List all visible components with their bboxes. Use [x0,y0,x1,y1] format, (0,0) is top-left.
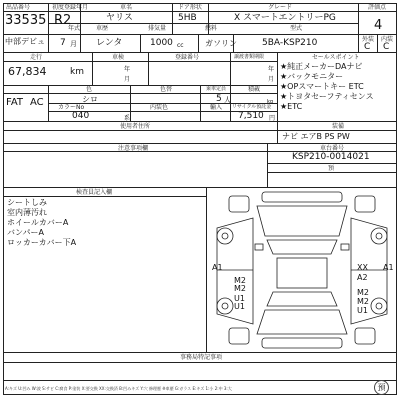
fuel-type: ガソリン [205,39,237,48]
color-code-label: カラーNo [58,104,85,111]
reserve-stamp: 預 [374,380,389,395]
damage-mark-u1: U1 [357,306,368,315]
inspection-item: ロッカーカバー下A [7,238,77,247]
notes-label: 注意事項欄 [118,145,149,152]
equipment-value: ナビ エアB PS PW [282,132,350,141]
mileage-value: 67,834 [8,65,47,78]
inspection-item: 室内薄汚れ [7,208,47,217]
sales-point-item: ★バックモニター [280,72,344,81]
damage-mark-xx: XX [357,263,368,272]
model-code-label: 型式 [290,25,303,32]
door-type: 5HB [178,13,197,23]
remarks-label: 事務局特記事項 [180,354,223,361]
capacity-label: 乗車定員 [206,86,227,92]
sales-point-item: ★ETC [280,102,303,111]
damage-mark-u1: U1 [234,302,245,311]
car-name-label: 車名 [120,4,133,11]
body-color: シロ [82,95,98,104]
recycle-fee: 7,510 [238,111,264,121]
ext-score-label: 外装 [362,36,375,43]
chassis-number: KSP210-0014021 [292,152,370,162]
equipment-label: 装備 [332,123,345,130]
first-reg-label: 初度登録年月 [52,4,89,11]
era-year: R2 [54,13,72,28]
air-conditioning: AC [30,97,44,108]
grade-label: グレード [268,4,293,11]
load-unit: kg [267,99,274,105]
color-change-label: 色替 [160,86,173,93]
lot-no-label: 出品番号 [6,4,31,11]
load-label: 積載 [248,86,261,93]
reg-no-label: 登録番号 [175,54,200,61]
inspection-item: バンパーA [7,228,44,237]
int-score-label: 内装 [381,36,394,43]
doors-label: ドア形状 [178,4,202,11]
color-code-unit: 系 [124,115,131,122]
color-code: 040 [72,111,90,121]
year-label: 年式 [68,25,81,32]
displacement-label: 排気量 [148,25,167,32]
sales-point-item: ★OPスマートキー ETC [280,82,364,91]
damage-mark-m2: M2 [357,297,369,306]
mileage-label: 走行 [30,54,43,61]
import-label: 輸入 [210,104,223,111]
damage-mark-m2: M2 [234,284,246,293]
damage-mark-u1: U1 [234,294,245,303]
vehicle-use: レンタ [96,38,123,48]
inspection-label: 車検 [112,54,125,61]
transmission: FAT [6,97,24,108]
sales-point-item: ★トヨタセーフティセンス [280,92,374,101]
displacement-value: 1000 [150,38,173,48]
grade-name: X スマートエントリーPG [234,13,336,23]
overall-score: 4 [374,18,383,33]
inspection-year-unit: 年 [124,66,131,73]
trans-expiry-label: 譲渡書類期限 [234,54,265,60]
recycle-label: リサイクル預託金 [232,104,272,110]
sales-points-label: セールスポイント [312,54,360,61]
car-name: ヤリス [106,13,133,23]
inner-color-label: 内装色 [150,104,169,111]
model-code: 5BA-KSP210 [262,38,318,48]
damage-mark-a1-left: A1 [212,263,223,272]
capacity-unit: 人 [224,96,231,104]
reg-month-unit: 月 [70,40,77,48]
reg-month: 7 [60,38,66,48]
damage-mark-m2: M2 [357,288,369,297]
displacement-unit: cc [177,42,184,49]
car-condition-diagram [207,188,397,352]
lot-number: 33535 [5,13,47,28]
expiry-month-unit: 月 [268,76,275,83]
recycle-unit: 円 [269,115,276,122]
damage-mark-a2: A2 [357,273,368,282]
capacity-value: 5 [216,94,222,104]
fuel-label: 燃料 [205,25,218,32]
damage-mark-m2: M2 [234,276,246,285]
inspection-item: ホイールカバーA [7,218,69,227]
damage-mark-a1-right: A1 [383,263,394,272]
expiry-year-unit: 年 [268,66,275,73]
inspection-label-box: 検査員記入欄 [76,189,113,196]
damage-legend: A:キズ U:凹み W:波 S:サビ C:腐食 P:塗装 X:要交換 XX:交換済 B:凹みキズ Y:穴 修理歴 ※車歴 G:ガラス E:キズ 1:小 2:中 3:大 [5,386,232,391]
sales-point-item: ★純正メーカーDAナビ [280,62,363,71]
int-score: C [383,42,390,52]
color-label: 色 [86,86,93,93]
use-label: 車歴 [96,25,109,32]
owner-address-label: 使用者住所 [120,123,151,130]
inspection-month-unit: 月 [124,76,131,83]
mileage-unit: km [70,67,84,77]
chassis-label: 車台番号 [320,145,345,152]
ext-score: C [364,42,371,52]
venue-name: 中部デビュ [5,37,45,46]
score-label: 評価点 [368,4,387,11]
reserve-label: 預 [328,165,335,172]
inspection-item: シートしみ [7,198,47,207]
